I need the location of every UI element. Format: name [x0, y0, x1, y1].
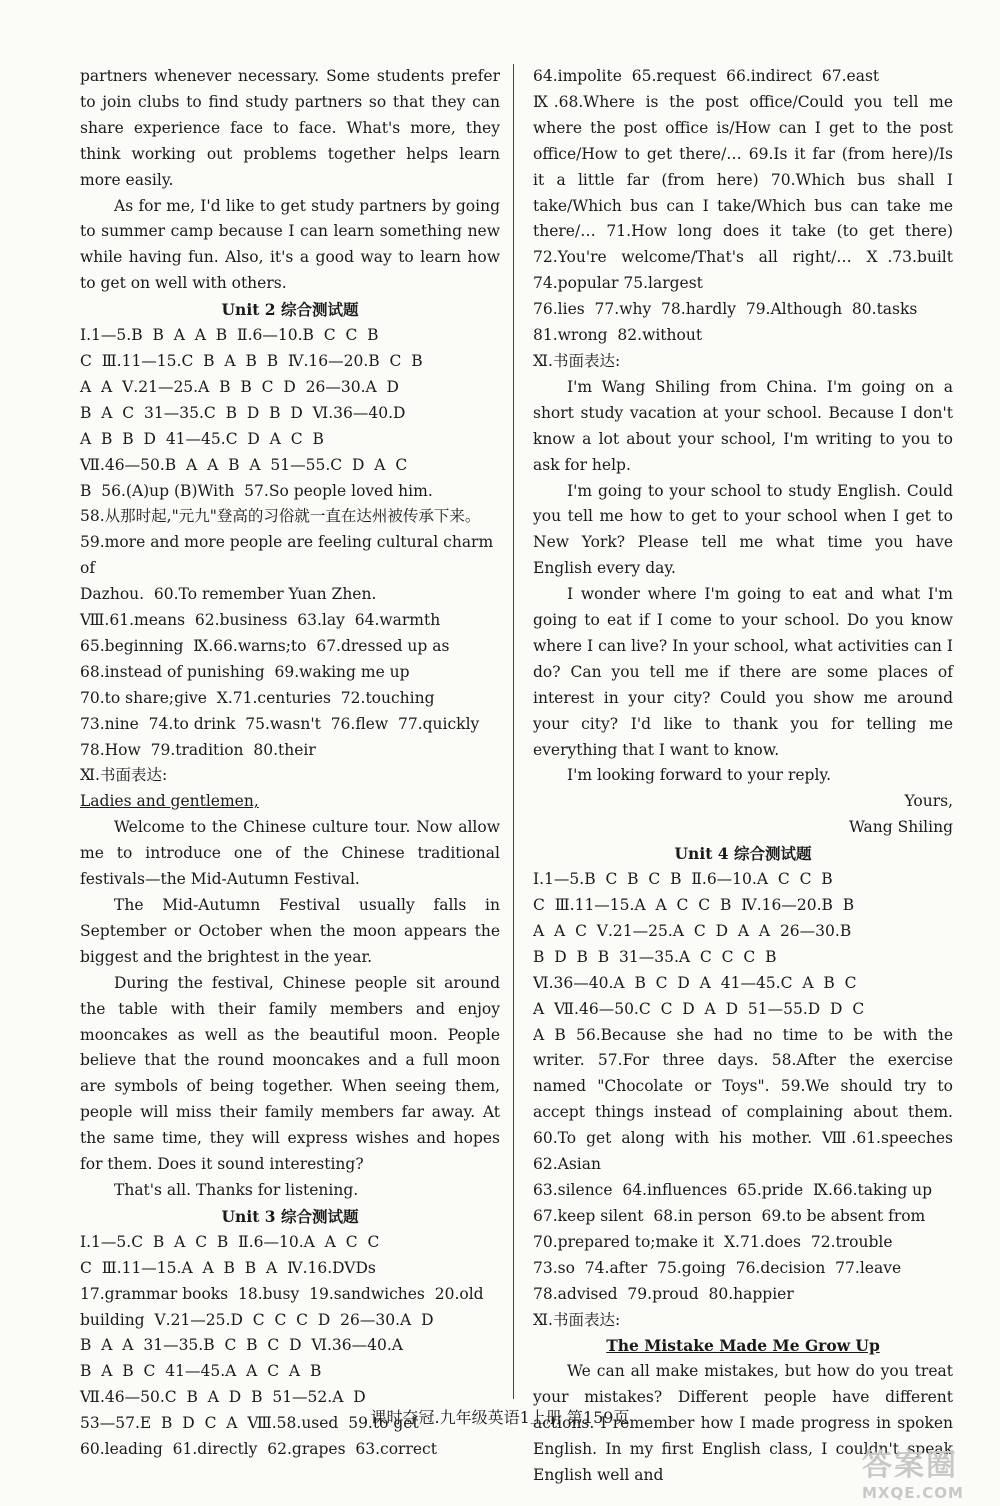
answer-line: A A C Ⅴ.21—25.A C D A A 26—30.B: [533, 921, 852, 940]
answer-line: B A A 31—35.B C B C D Ⅵ.36—40.A: [80, 1336, 403, 1355]
answer-line: A B B D 41—45.C D A C B: [80, 429, 324, 448]
answer-line: 60.leading 61.directly 62.grapes 63.correct: [80, 1440, 437, 1459]
answer-line: 67.keep silent 68.in person 69.to be absent from: [533, 1206, 926, 1225]
answer-line: 73.so 74.after 75.going 76.decision 77.leave: [533, 1258, 902, 1277]
answer-line: Dazhou. 60.To remember Yuan Zhen.: [80, 585, 377, 604]
answer-line: Ⅰ.1—5.B B A A B Ⅱ.6—10.B C C B: [80, 326, 379, 345]
text-paragraph: A B 56.Because she had no time to be with the writer. 57.For three days. 58.After the exercise named "Chocolate or Toys". 59.We should try to accept things instead of complaining about them. 60.To get along with his mother. Ⅷ.61.speeches 62.Asian: [533, 1025, 953, 1174]
answer-line: 17.grammar books 18.busy 19.sandwiches 20.old: [80, 1284, 484, 1303]
answer-line: C Ⅲ.11—15.C B A B B Ⅳ.16—20.B C B: [80, 351, 423, 370]
left-column: [80, 64, 500, 1463]
answer-line: Ⅶ.46—50.C B A D B 51—52.A D: [80, 1388, 366, 1407]
answer-line: 76.lies 77.why 78.hardly 79.Although 80.tasks: [533, 300, 918, 319]
answer-line: 78.How 79.tradition 80.their: [80, 740, 316, 759]
unit-heading: Unit 3 综合测试题: [221, 1206, 359, 1226]
answer-line: building Ⅴ.21—25.D C C C D 26—30.A D: [80, 1310, 434, 1329]
answer-line: 81.wrong 82.without: [533, 326, 703, 345]
answer-line: Ⅺ.书面表达:: [533, 1310, 621, 1329]
text-paragraph: I wonder where I'm going to eat and what I'm going to eat if I come to your school. Do you know where I can live? In your school, what activities can I do? Can you tell me if there are some places of interest in your city? Could you show me around your city? I'd like to thank you for telling me everything that I want to know.: [533, 585, 953, 759]
text-paragraph: I'm Wang Shiling from China. I'm going on a short study vacation at your school. Because I don't know a lot about your school, I'm writing to you to ask for help.: [533, 377, 953, 474]
watermark-logo: [862, 1440, 982, 1500]
answer-line: Ⅶ.46—50.B A A B A 51—55.C D A C: [80, 455, 408, 474]
answer-line: Ⅵ.36—40.A B C D A 41—45.C A B C: [533, 973, 857, 992]
answer-line: 70.to share;give Ⅹ.71.centuries 72.touching: [80, 688, 435, 707]
watermark-url: MXQE.COM: [862, 1484, 964, 1502]
answer-line: B D B B 31—35.A C C C B: [533, 947, 777, 966]
answer-line: B A B C 41—45.A A C A B: [80, 1362, 322, 1381]
answer-line: C Ⅲ.11—15.A A B B A Ⅳ.16.DVDs: [80, 1258, 376, 1277]
text-paragraph: I'm going to your school to study English. Could you tell me how to get to your school when I get to New York? Please tell me what time you have English every day.: [533, 481, 953, 578]
answer-line: C Ⅲ.11—15.A A C C B Ⅳ.16—20.B B: [533, 896, 855, 914]
text-paragraph: The Mid-Autumn Festival usually falls in September or October when the moon appears the biggest and the brightest in the year.: [80, 896, 500, 966]
right-column: [533, 64, 953, 1489]
answer-line: 65.beginning Ⅸ.66.warns;to 67.dressed up as: [80, 636, 450, 655]
text-paragraph: During the festival, Chinese people sit around the table with their family members and enjoy mooncakes as well as the beautiful moon. People believe that the round mooncakes and a full moon are symbols of being together. When seeing them, people will miss their family members far away. At the same time, they will express wishes and hopes for them. Does it sound interesting?: [80, 973, 500, 1174]
text-paragraph: Ⅸ.68.Where is the post office/Could you tell me where the post office is/How can I get to the post office/How to get there/… 69.Is it far (from here)/Is it a little far (from here) 70.Which bus shall I take/Which bus can I take/Which bus can take me there/… 71.How long does it take (to get there) 72.You're welcome/That's all right/… Ⅹ.73.built 74.popular 75.largest: [533, 92, 953, 293]
answer-line: 68.instead of punishing 69.waking me up: [80, 662, 410, 681]
text-paragraph: I'm looking forward to your reply.: [567, 766, 832, 785]
essay-title: The Mistake Made Me Grow Up: [606, 1336, 880, 1356]
letter-signature: Yours,: [904, 792, 953, 811]
answer-line: B A C 31—35.C B D B D Ⅵ.36—40.D: [80, 403, 406, 422]
watermark-logo-text: 答案圈: [862, 1448, 958, 1483]
answer-line: Ⅺ.书面表达:: [80, 766, 168, 785]
page-footer: 课时夺冠.九年级英语1上册 第159页: [370, 1408, 630, 1427]
answer-line: 64.impolite 65.request 66.indirect 67.east: [533, 67, 880, 85]
unit-heading: Unit 4 综合测试题: [674, 844, 812, 864]
text-paragraph: Welcome to the Chinese culture tour. Now allow me to introduce one of the Chinese traditional festivals—the Mid-Autumn Festival.: [80, 818, 500, 889]
answer-line: A A Ⅴ.21—25.A B B C D 26—30.A D: [80, 377, 399, 396]
answer-line: Ⅺ.书面表达:: [533, 351, 621, 370]
text-paragraph: That's all. Thanks for listening.: [114, 1180, 359, 1199]
answer-line: 63.silence 64.influences 65.pride Ⅸ.66.taking up: [533, 1180, 933, 1199]
text-paragraph: partners whenever necessary. Some students prefer to join clubs to find study partners so that they can share experience face to face. What's more, they think working out problems together helps learn more easily.: [80, 67, 500, 189]
answer-line: Ⅷ.61.means 62.business 63.lay 64.warmth: [80, 611, 441, 630]
answer-line: 73.nine 74.to drink 75.wasn't 76.flew 77.quickly: [80, 714, 480, 733]
answer-line: Ⅰ.1—5.B C B C B Ⅱ.6—10.A C C B: [533, 870, 833, 889]
unit-heading: Unit 2 综合测试题: [221, 300, 359, 320]
text-paragraph: We can all make mistakes, but how do you treat your mistakes? Different people have different actions. I remember how I made progress in spoken English. In my first English class, I couldn't speak English well and: [533, 1362, 953, 1484]
answer-line: A Ⅶ.46—50.C C D A D 51—55.D D C: [533, 999, 865, 1018]
letter-signature: Wang Shiling: [848, 818, 953, 837]
answer-line: 53—57.E B D C A Ⅷ.58.used 59.to get: [80, 1414, 419, 1433]
text-paragraph: As for me, I'd like to get study partners by going to summer camp because I can learn something new while having fun. Also, it's a good way to learn how to get on well with others.: [80, 196, 500, 293]
answer-line: Ladies and gentlemen,: [80, 792, 259, 811]
answer-line: 70.prepared to;make it Ⅹ.71.does 72.trouble: [533, 1232, 893, 1251]
answer-line: 58.从那时起,"元九"登高的习俗就一直在达州被传承下来。: [80, 507, 481, 526]
answer-line: 59.more and more people are feeling cultural charm of: [80, 533, 499, 578]
answer-line: 78.advised 79.proud 80.happier: [533, 1284, 794, 1303]
column-divider: [513, 64, 514, 1399]
answer-line: B 56.(A)up (B)With 57.So people loved him.: [80, 481, 433, 500]
answer-line: Ⅰ.1—5.C B A C B Ⅱ.6—10.A A C C: [80, 1232, 380, 1251]
